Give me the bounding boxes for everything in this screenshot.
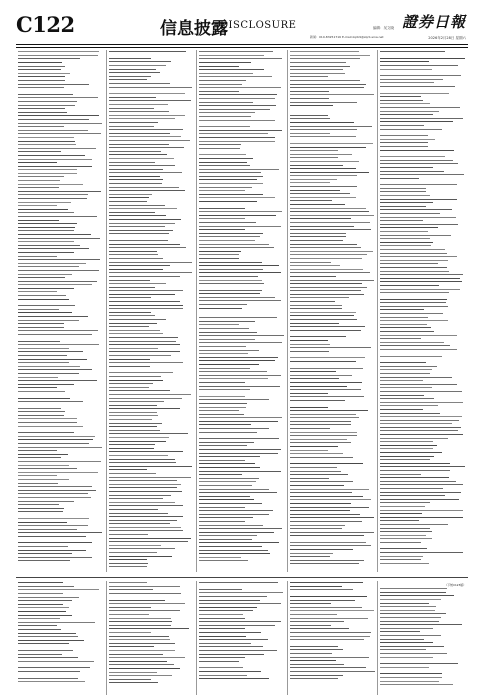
header-rule — [16, 44, 468, 45]
text-line — [199, 430, 257, 434]
text-line — [290, 562, 359, 566]
continued-note: （下转C123版） — [444, 583, 466, 587]
text-line — [290, 677, 338, 681]
bottom-column-2 — [107, 581, 198, 695]
text-line — [109, 232, 170, 236]
text-line — [18, 400, 83, 404]
text-line — [380, 67, 431, 71]
masthead — [10, 10, 474, 42]
text-line — [199, 659, 238, 663]
section-title: 信息披露 — [160, 19, 228, 39]
section-subtitle: DISCLOSURE — [220, 20, 297, 31]
text-line — [18, 297, 69, 301]
column-4 — [288, 50, 379, 572]
contact-line: 新闻：010-83251716 E-mail:zqrb9@zqrb.sina.net — [310, 35, 384, 39]
text-line — [109, 364, 150, 368]
text-line — [18, 535, 86, 539]
text-line — [380, 541, 421, 545]
block-gap — [199, 563, 285, 566]
text-line — [199, 200, 256, 204]
text-line — [290, 588, 353, 592]
text-line — [18, 333, 92, 337]
bottom-column-1 — [16, 581, 107, 695]
text-line — [18, 390, 65, 394]
text-line — [380, 562, 429, 566]
text-line — [109, 50, 186, 54]
text-line — [290, 534, 364, 538]
text-line — [290, 104, 334, 108]
text-line — [199, 581, 278, 585]
text-line — [18, 86, 64, 90]
bottom-column-3 — [197, 581, 288, 695]
text-line — [199, 559, 248, 563]
text-line — [290, 329, 361, 333]
bottom-column-4 — [288, 581, 379, 695]
text-line — [109, 565, 148, 569]
text-line — [380, 348, 457, 352]
newspaper-logo: 證券日報 — [401, 13, 466, 31]
editor-line: 编辑：吴文晓 — [373, 26, 394, 30]
header-rule-thin — [16, 47, 468, 48]
block-gap — [18, 563, 104, 566]
block-gap — [199, 680, 285, 683]
text-line — [290, 350, 329, 354]
text-line — [380, 85, 454, 89]
text-line — [380, 665, 429, 669]
text-line — [380, 176, 419, 180]
text-line — [199, 282, 264, 286]
text-line — [18, 659, 94, 663]
text-line — [380, 50, 445, 54]
text-line — [290, 638, 364, 642]
column-2 — [107, 50, 198, 572]
text-line — [18, 559, 70, 563]
column-1 — [16, 50, 107, 572]
text-line — [109, 592, 182, 596]
block-gap — [290, 680, 376, 683]
text-line — [380, 683, 453, 687]
text-line — [380, 291, 448, 295]
text-line — [290, 360, 356, 364]
text-line — [380, 354, 442, 358]
text-line — [18, 424, 83, 428]
text-line — [109, 85, 193, 89]
text-line — [380, 127, 442, 131]
text-line — [18, 510, 63, 514]
text-line — [199, 118, 275, 122]
issue-date: 2026年2月28日 星期六 — [428, 36, 466, 40]
text-line — [199, 146, 240, 150]
text-line — [18, 680, 85, 684]
text-line — [290, 456, 353, 460]
text-line — [199, 306, 242, 310]
disclosure-columns — [16, 50, 468, 572]
bottom-column-5 — [378, 581, 468, 695]
page-number: C122 — [16, 12, 75, 37]
text-line — [380, 148, 454, 152]
column-3 — [197, 50, 288, 572]
text-line — [380, 655, 432, 659]
text-line — [109, 681, 159, 685]
disclosure-bottom-band — [16, 577, 468, 695]
text-line — [199, 388, 250, 392]
text-line — [290, 399, 346, 403]
block-gap — [380, 686, 466, 689]
text-line — [18, 642, 69, 646]
text-line — [290, 135, 356, 139]
text-line — [199, 677, 269, 681]
column-5 — [378, 50, 468, 572]
text-line — [18, 670, 80, 674]
